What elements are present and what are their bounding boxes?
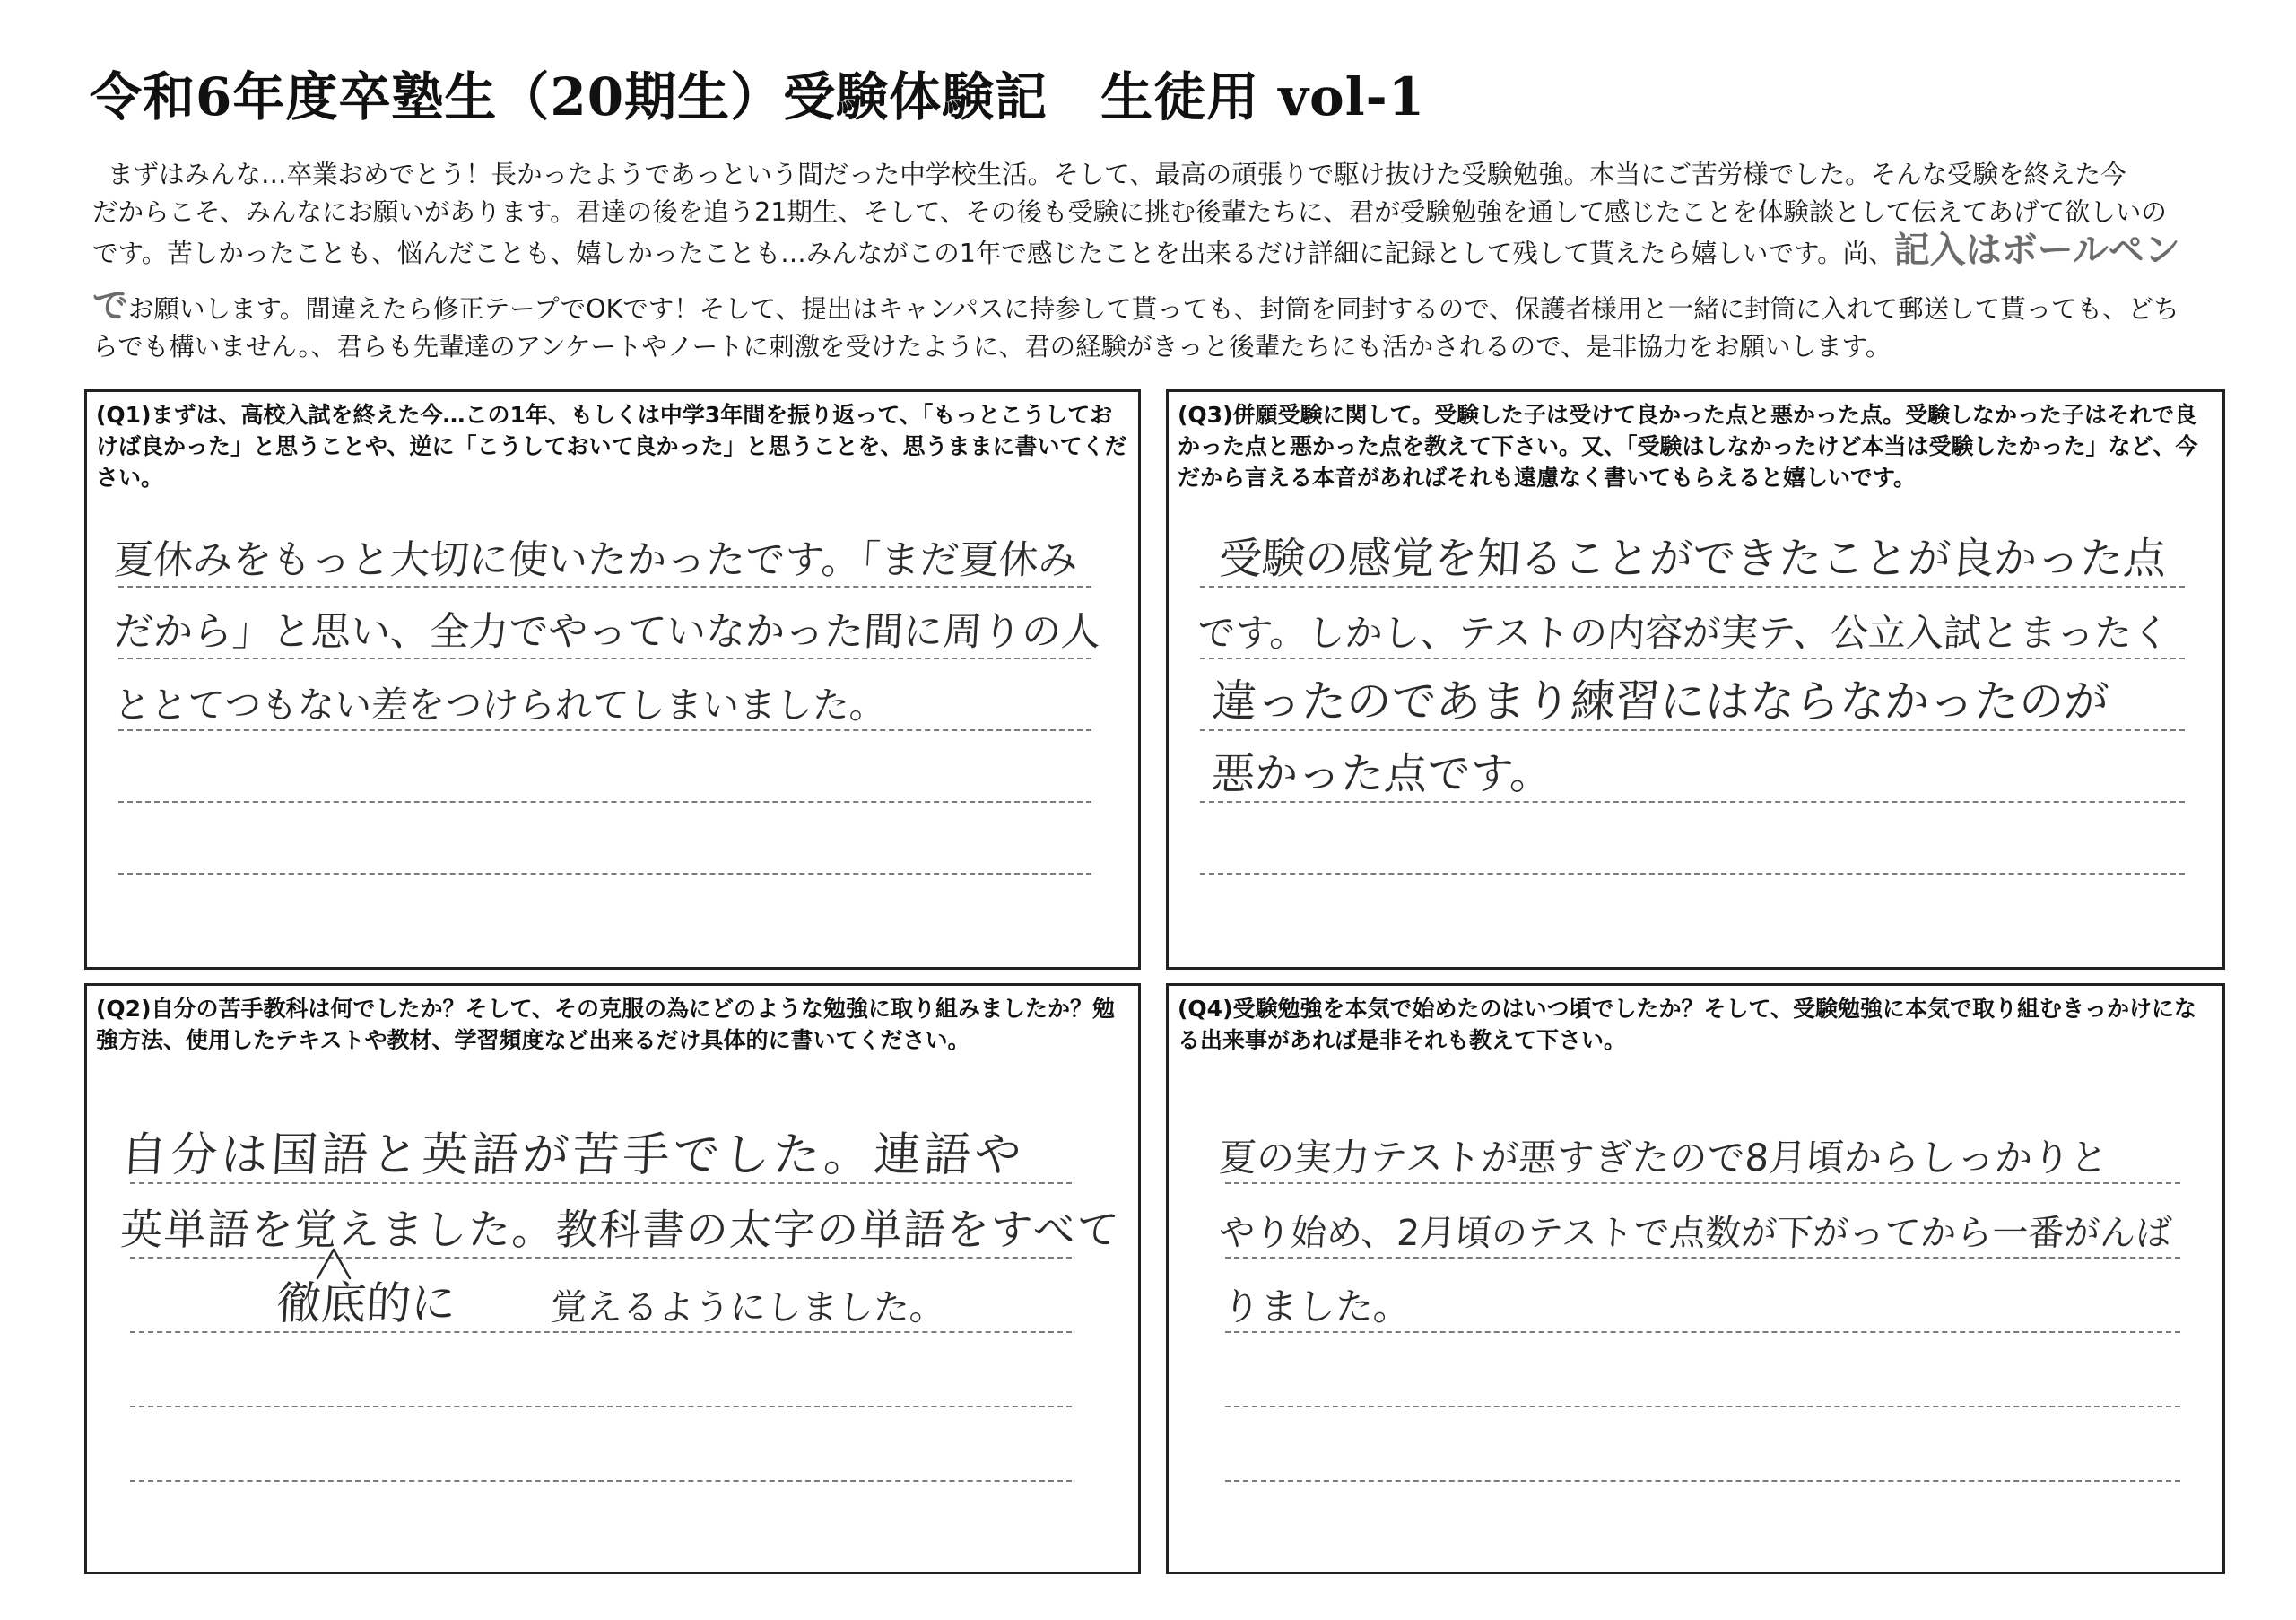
handwritten-answer: 夏の実力テストが悪すぎたので8月頃からしっかりと bbox=[1217, 1136, 2109, 1180]
handwritten-answer: ととてつもない差をつけられてしまいました。 bbox=[112, 684, 888, 727]
intro-line-1 bbox=[92, 156, 2126, 194]
handwritten-answer: 夏休みをもっと大切に使いたかったです。「まだ夏休み bbox=[112, 537, 1079, 583]
question-box-q4 bbox=[1166, 983, 2225, 1574]
question-prompt-q1: (Q1)まずは、高校入試を終えた今…この1年、もしくは中学3年間を振り返って、「もっとこうしておけば良かった」と思うことや、逆に「こうしておいて良かった」と思うことを、思うままに書いてください。 bbox=[96, 402, 1127, 491]
handwritten-answer: 自分は国語と英語が苦手でした。連語や bbox=[118, 1128, 1026, 1182]
handwritten-insertion: 徹底的に bbox=[274, 1277, 457, 1329]
handwritten-answer: です。しかし、テストの内容が実テ、公立入試とまったく bbox=[1196, 611, 2171, 655]
answer-line-empty bbox=[130, 1333, 1072, 1407]
ballpoint-pen-notice-end: で bbox=[92, 285, 128, 327]
intro-text: だからこそ、みんなにお願いがあります。君達の後を追う21期生、そして、その後も受験に挑む後輩たちに、君が受験勉強を通して感じたことを体験談として伝えてあげて欲しいの bbox=[92, 197, 2167, 227]
question-prompt-q2: (Q2)自分の苦手教科は何でしたか？そして、その克服の為にどのような勉強に取り組みましたか？勉強方法、使用したテキストや教材、学習頻度など出来るだけ具体的に書いてください。 bbox=[96, 996, 1116, 1053]
answer-line bbox=[118, 1110, 1072, 1184]
answer-area-q2 bbox=[118, 1110, 1122, 1482]
handwritten-answer: 違ったのであまり練習にはならなかったのが bbox=[1210, 675, 2110, 727]
answer-area-q1 bbox=[112, 516, 1102, 875]
answer-line-empty bbox=[1225, 1333, 2180, 1407]
handwritten-answer: 受験の感覚を知ることができたことが良かった点 bbox=[1217, 534, 2168, 584]
intro-paragraph bbox=[0, 0, 2296, 377]
handwritten-answer: だから」と思い、全力でやっていなかった間に周りの人 bbox=[112, 609, 1102, 655]
handwritten-answer: やり始め、2月頃のテストで点数が下がってから一番がんば bbox=[1217, 1213, 2173, 1254]
answer-line bbox=[1200, 731, 2185, 803]
answer-line bbox=[1200, 516, 2185, 588]
handwritten-answer: 英単語を覚えました。教科書の太字の単語をすべて bbox=[118, 1206, 1122, 1255]
question-box-q3 bbox=[1166, 389, 2225, 970]
ballpoint-pen-notice: 記入はボールペン bbox=[1893, 230, 2180, 271]
intro-line-4 bbox=[92, 287, 2179, 325]
question-prompt-q4: (Q4)受験勉強を本気で始めたのはいつ頃でしたか？そして、受験勉強に本気で取り組むきっかけになる出来事があれば是非それも教えて下さい。 bbox=[1178, 996, 2197, 1053]
intro-text: お願いします。間違えたら修正テープでOKです！そして、提出はキャンパスに持参して貰っても、封筒を同封するので、保護者様用と一緒に封筒に入れて郵送して貰っても、どち bbox=[128, 294, 2179, 324]
answer-line-empty bbox=[1225, 1407, 2180, 1482]
form-title: 令和6年度卒塾生（20期生）受験体験記 生徒用 vol-1 bbox=[90, 66, 1426, 127]
handwritten-answer: 悪かった点です。 bbox=[1210, 749, 1554, 799]
question-box-q2 bbox=[84, 983, 1141, 1574]
intro-line-2 bbox=[92, 194, 2167, 231]
intro-line-5 bbox=[92, 328, 1891, 366]
answer-line bbox=[112, 588, 1102, 659]
answer-line-empty bbox=[1200, 803, 2185, 875]
answer-line-empty bbox=[130, 1407, 1072, 1482]
question-prompt-q3: (Q3)併願受験に関して。受験した子は受けて良かった点と悪かった点。受験しなかった子はそれで良かった点と悪かった点を教えて下さい。又、「受験はしなかったけど本当は受験したかった」など、今だから言える本音があればそれも遠慮なく書いてもらえると嬉しいです。 bbox=[1178, 402, 2198, 491]
answer-line bbox=[118, 1184, 1122, 1259]
intro-text: です。苦しかったことも、悩んだことも、嬉しかったことも…みんながこの1年で感じたことを出来るだけ詳細に記録として残して貰えたら嬉しいです。尚、 bbox=[92, 239, 1894, 268]
intro-text: まずはみんな…卒業おめでとう！長かったようであっという間だった中学校生活。そして、最高の頑張りで駆け抜けた受験勉強。本当にご苦労様でした。そんな受験を終えた今 bbox=[108, 160, 2126, 189]
answer-line bbox=[1200, 659, 2185, 731]
answer-line bbox=[112, 516, 1091, 588]
answer-line bbox=[1221, 1259, 2180, 1333]
answer-line-empty bbox=[118, 731, 1091, 803]
question-box-q1 bbox=[84, 389, 1141, 970]
intro-line-3 bbox=[92, 231, 2180, 269]
answer-area-q4 bbox=[1217, 1110, 2180, 1482]
intro-text: らでも構いません。、君らも先輩達のアンケートやノートに刺激を受けたように、君の経験がきっと後輩たちにも活かされるので、是非協力をお願いします。 bbox=[92, 332, 1892, 361]
answer-line bbox=[1217, 1184, 2180, 1259]
handwritten-answer: りました。 bbox=[1221, 1285, 1413, 1328]
answer-line bbox=[1217, 1110, 2180, 1184]
answer-line bbox=[112, 659, 1091, 731]
answer-line bbox=[130, 1259, 1072, 1333]
insertion-caret-mark bbox=[316, 1248, 352, 1280]
answer-line-empty bbox=[118, 803, 1091, 875]
answer-line bbox=[1196, 588, 2185, 659]
answer-area-q3 bbox=[1196, 516, 2185, 875]
handwritten-answer: 覚えるようにしました。 bbox=[549, 1287, 947, 1328]
